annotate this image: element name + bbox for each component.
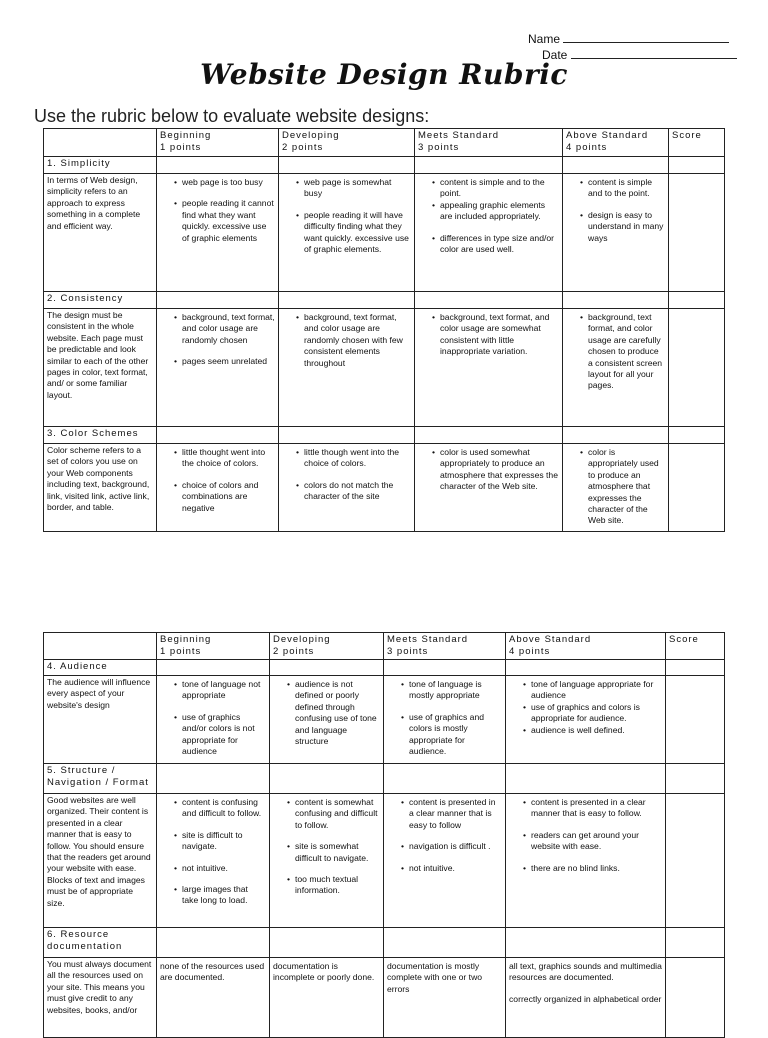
descriptor: • content is presented in a clear manner that is easy to follow.	[531, 797, 662, 820]
developing-cell	[279, 309, 415, 427]
descriptor: • background, text format, and color usage are randomly chosen	[182, 312, 275, 346]
score-cell[interactable]	[669, 292, 725, 309]
score-cell[interactable]	[669, 174, 725, 292]
name-line[interactable]	[563, 31, 729, 43]
descriptor: • site is difficult to navigate.	[182, 830, 266, 853]
col-beginning: Beginning 1 points	[157, 129, 279, 157]
criterion-row	[44, 676, 725, 764]
score-cell[interactable]	[666, 660, 725, 676]
descriptor: • too much textual information.	[295, 874, 380, 897]
descriptor: • not intuitive.	[182, 863, 266, 874]
criterion-name: 2. Consistency	[44, 292, 157, 309]
descriptor: • people reading it will have difficulty finding what they want quickly. excessive use of graphic elements.	[304, 210, 411, 256]
criterion-header-row	[44, 764, 725, 794]
meets-cell	[384, 676, 506, 764]
col-meets: Meets Standard 3 points	[415, 129, 563, 157]
beginning-cell	[157, 174, 279, 292]
meets-cell	[415, 174, 563, 292]
descriptor: • use of graphics and/or colors is not appropriate for audience	[182, 712, 266, 758]
descriptor: • background, text format, and color usage are somewhat consistent with little inappropriate variation.	[440, 312, 559, 358]
above-cell	[506, 958, 666, 1038]
descriptor: • little though went into the choice of colors.	[304, 447, 411, 470]
descriptor: • use of graphics and colors is mostly appropriate for audience.	[409, 712, 502, 758]
col-score: Score	[669, 129, 725, 157]
criterion-name: 6. Resource documentation	[44, 928, 157, 958]
beginning-cell	[157, 444, 279, 532]
meets-cell	[384, 958, 506, 1038]
criterion-header-row	[44, 928, 725, 958]
score-cell[interactable]	[666, 794, 725, 928]
descriptor: • content is simple and to the point.	[440, 177, 559, 200]
descriptor: correctly organized in alphabetical order	[509, 993, 662, 1004]
descriptor: • tone of language appropriate for audience	[531, 679, 662, 702]
descriptor: • choice of colors and combinations are negative	[182, 480, 275, 514]
rubric-table-2	[43, 632, 725, 1038]
developing-cell	[270, 958, 384, 1038]
descriptor: • color is appropriately used to produce an atmosphere that expresses the character of the Web site.	[588, 447, 665, 527]
criterion-header-row	[44, 427, 725, 444]
descriptor: • readers can get around your website with ease.	[531, 830, 662, 853]
score-cell[interactable]	[666, 676, 725, 764]
criterion-header-row	[44, 157, 725, 174]
descriptor: • people reading it cannot find what they want quickly. excessive use of graphic elements	[182, 198, 275, 244]
header-blank	[44, 633, 157, 660]
date-label: Date	[542, 48, 568, 62]
header-row	[44, 129, 725, 157]
descriptor: • not intuitive.	[409, 863, 502, 874]
criterion-row	[44, 444, 725, 532]
criterion-description: Color scheme refers to a set of colors you use on your Web components including text, background, link, visited link, active link, border, and table.	[44, 444, 157, 532]
descriptor: • background, text format, and color usage are randomly chosen with few consistent elements throughout	[304, 312, 411, 369]
developing-cell	[270, 794, 384, 928]
score-cell[interactable]	[666, 764, 725, 794]
above-cell	[563, 444, 669, 532]
score-cell[interactable]	[669, 427, 725, 444]
criterion-row	[44, 174, 725, 292]
descriptor: all text, graphics sounds and multimedia resources are documented.	[509, 961, 662, 983]
descriptor: • design is easy to understand in many ways	[588, 210, 665, 244]
col-above: Above Standard 4 points	[563, 129, 669, 157]
above-cell	[563, 174, 669, 292]
beginning-cell	[157, 794, 270, 928]
score-cell[interactable]	[666, 958, 725, 1038]
score-cell[interactable]	[666, 928, 725, 958]
criterion-row	[44, 958, 725, 1038]
name-label: Name	[528, 32, 561, 46]
criterion-description: The audience will influence every aspect of your website's design	[44, 676, 157, 764]
above-cell	[506, 794, 666, 928]
descriptor: • there are no blind links.	[531, 863, 662, 874]
col-above: Above Standard 4 points	[506, 633, 666, 660]
criterion-name: 1. Simplicity	[44, 157, 157, 174]
meets-cell	[384, 794, 506, 928]
descriptor: • web page is too busy	[182, 177, 275, 188]
descriptor: • content is confusing and difficult to follow.	[182, 797, 266, 820]
developing-cell	[279, 174, 415, 292]
criterion-description: Good websites are well organized. Their content is presented in a clear manner that is easy to follow. You should ensure that the readers get around your website with ease. Blocks of text and images must be of appropriate size.	[44, 794, 157, 928]
criterion-description: The design must be consistent in the whole website. Each page must be predictable and look similar to each of the other pages in color, text format, and/ or some familiar layout.	[44, 309, 157, 427]
above-cell	[506, 676, 666, 764]
criterion-header-row	[44, 660, 725, 676]
criterion-name: 4. Audience	[44, 660, 157, 676]
beginning-cell	[157, 676, 270, 764]
developing-cell	[270, 676, 384, 764]
criterion-name: 3. Color Schemes	[44, 427, 157, 444]
descriptor: • site is somewhat difficult to navigate.	[295, 841, 380, 864]
criterion-row	[44, 794, 725, 928]
descriptor: documentation is incomplete or poorly done.	[273, 961, 375, 983]
col-meets: Meets Standard 3 points	[384, 633, 506, 660]
col-developing: Developing 2 points	[279, 129, 415, 157]
meets-cell	[415, 309, 563, 427]
developing-cell	[279, 444, 415, 532]
meets-cell	[415, 444, 563, 532]
descriptor: • tone of language not appropriate	[182, 679, 266, 702]
descriptor: • large images that take long to load.	[182, 884, 266, 907]
descriptor: • use of graphics and colors is appropriate for audience.	[531, 702, 662, 725]
descriptor: • content is somewhat confusing and difficult to follow.	[295, 797, 380, 831]
descriptor: • background, text format, and color usage are carefully chosen to produce a consistent screen layout for all your pages.	[588, 312, 665, 392]
descriptor: • little thought went into the choice of colors.	[182, 447, 275, 470]
descriptor: • color is used somewhat appropriately to produce an atmosphere that expresses the character of the Web site.	[440, 447, 559, 493]
header-row	[44, 633, 725, 660]
col-score: Score	[666, 633, 725, 660]
descriptor: • navigation is difficult .	[409, 841, 502, 852]
above-cell	[563, 309, 669, 427]
descriptor: none of the resources used are documented.	[160, 961, 265, 983]
score-cell[interactable]	[669, 309, 725, 427]
beginning-cell	[157, 958, 270, 1038]
criterion-description: In terms of Web design, simplicity refers to an approach to express something in a complete and efficient way.	[44, 174, 157, 292]
page-title: Website Design Rubric	[200, 58, 568, 91]
name-field[interactable]	[528, 31, 729, 47]
descriptor: documentation is mostly complete with one or two errors	[387, 961, 483, 994]
col-developing: Developing 2 points	[270, 633, 384, 660]
descriptor: • tone of language is mostly appropriate	[409, 679, 502, 702]
header-blank	[44, 129, 157, 157]
score-cell[interactable]	[669, 444, 725, 532]
rubric-table-1	[43, 128, 725, 532]
descriptor: • content is presented in a clear manner that is easy to follow	[409, 797, 502, 831]
instructions: Use the rubric below to evaluate website designs:	[34, 106, 430, 126]
descriptor: • audience is well defined.	[531, 725, 662, 736]
criterion-description: You must always document all the resources used on your site. This means you must give credit to any websites, books, and/or	[44, 958, 157, 1038]
descriptor: • colors do not match the character of the site	[304, 480, 411, 503]
criterion-row	[44, 309, 725, 427]
descriptor: • web page is somewhat busy	[304, 177, 411, 200]
criterion-name: 5. Structure / Navigation / Format	[44, 764, 157, 794]
descriptor: • differences in type size and/or color are used well.	[440, 233, 559, 256]
criterion-header-row	[44, 292, 725, 309]
beginning-cell	[157, 309, 279, 427]
descriptor: • content is simple and to the point.	[588, 177, 665, 200]
descriptor: • audience is not defined or poorly defined through confusing use of tone and language structure	[295, 679, 380, 747]
descriptor: • pages seem unrelated	[182, 356, 275, 367]
descriptor: • appealing graphic elements are included appropriately.	[440, 200, 559, 223]
col-beginning: Beginning 1 points	[157, 633, 270, 660]
score-cell[interactable]	[669, 157, 725, 174]
